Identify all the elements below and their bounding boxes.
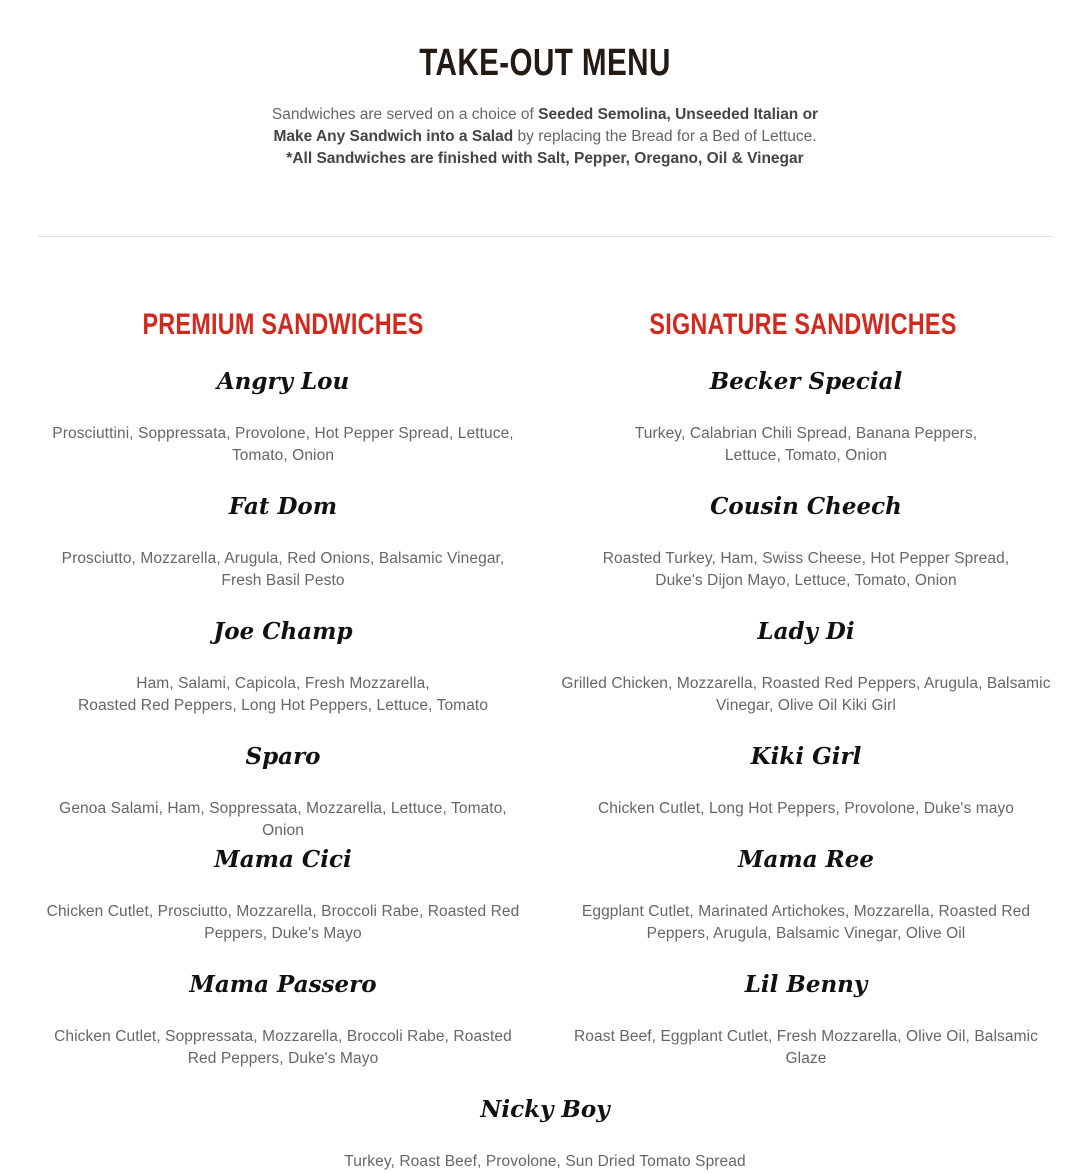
intro-line-3 xyxy=(0,148,1090,170)
item-name: Sparo xyxy=(245,743,321,770)
menu-item-lil-benny xyxy=(556,970,1056,1070)
item-name: Lil Benny xyxy=(744,971,868,998)
item-name: Mama Passero xyxy=(189,971,377,998)
item-description xyxy=(40,673,526,717)
item-description: Chicken Cutlet, Long Hot Peppers, Provolone, Duke's mayo xyxy=(597,800,1015,817)
menu-item-kiki-girl xyxy=(556,742,1056,820)
item-description-line: Duke's Dijon Mayo, Lettuce, Tomato, Onion xyxy=(655,572,957,589)
item-name: Mama Cici xyxy=(214,846,352,873)
item-description-line: Turkey, Calabrian Chili Spread, Banana Peppers, xyxy=(634,425,978,442)
menu-item-mama-cici xyxy=(40,845,526,945)
item-description-line: Lettuce, Tomato, Onion xyxy=(724,447,888,464)
signature-sandwiches-heading: SIGNATURE SANDWICHES xyxy=(649,308,957,341)
menu-item-angry-lou xyxy=(40,367,526,467)
item-description-line: Roasted Turkey, Ham, Swiss Cheese, Hot Pepper Spread, xyxy=(602,550,1010,567)
intro-text: Sandwiches are served on a choice of xyxy=(271,106,539,123)
menu-item-cousin-cheech xyxy=(556,492,1056,592)
item-description: Prosciuttini, Soppressata, Provolone, Hot Pepper Spread, Lettuce, Tomato, Onion xyxy=(52,425,514,464)
page-title: TAKE-OUT MENU xyxy=(419,42,671,84)
intro-line-1 xyxy=(0,104,1090,126)
bread-choices: Seeded Semolina, Unseeded Italian or xyxy=(538,106,819,123)
item-description: Chicken Cutlet, Prosciutto, Mozzarella, Broccoli Rabe, Roasted Red Peppers, Duke's Mayo xyxy=(46,903,520,942)
menu-item-lady-di xyxy=(556,617,1056,717)
finishing-note: *All Sandwiches are finished with Salt, Pepper, Oregano, Oil & Vinegar xyxy=(286,150,804,167)
item-description: Chicken Cutlet, Soppressata, Mozzarella, Broccoli Rabe, Roasted Red Peppers, Duke's Mayo xyxy=(54,1028,512,1067)
salad-option: Make Any Sandwich into a Salad xyxy=(273,128,514,145)
intro-text: by replacing the Bread for a Bed of Lettuce. xyxy=(513,128,817,145)
item-name: Lady Di xyxy=(757,618,855,645)
menu-item-fat-dom xyxy=(40,492,526,592)
item-description: Eggplant Cutlet, Marinated Artichokes, Mozzarella, Roasted Red Peppers, Arugula, Balsamic Vinegar, Olive Oil xyxy=(581,903,1031,942)
item-name: Fat Dom xyxy=(228,493,338,520)
intro-line-2 xyxy=(0,126,1090,148)
item-name: Mama Ree xyxy=(738,846,874,873)
item-name: Joe Champ xyxy=(213,618,353,645)
menu-intro xyxy=(0,104,1090,170)
menu-item-nicky-boy xyxy=(295,1095,795,1173)
item-description xyxy=(556,548,1056,592)
section-divider xyxy=(38,236,1051,237)
item-description xyxy=(556,423,1056,467)
item-description: Genoa Salami, Ham, Soppressata, Mozzarella, Lettuce, Tomato, Onion xyxy=(59,800,507,839)
item-name: Angry Lou xyxy=(216,368,350,395)
premium-sandwiches-heading: PREMIUM SANDWICHES xyxy=(142,308,424,341)
menu-item-becker-special xyxy=(556,367,1056,467)
item-name: Nicky Boy xyxy=(480,1096,610,1123)
menu-item-joe-champ xyxy=(40,617,526,717)
item-description: Prosciutto, Mozzarella, Arugula, Red Onions, Balsamic Vinegar, Fresh Basil Pesto xyxy=(61,550,505,589)
menu-item-sparo xyxy=(40,742,526,842)
menu-item-mama-passero xyxy=(40,970,526,1070)
item-description: Roast Beef, Eggplant Cutlet, Fresh Mozzarella, Olive Oil, Balsamic Glaze xyxy=(573,1028,1039,1067)
item-name: Cousin Cheech xyxy=(710,493,902,520)
item-description-line: Roasted Red Peppers, Long Hot Peppers, Lettuce, Tomato xyxy=(77,697,489,714)
item-description-line: Ham, Salami, Capicola, Fresh Mozzarella, xyxy=(136,675,430,692)
item-description: Grilled Chicken, Mozzarella, Roasted Red Peppers, Arugula, Balsamic Vinegar, Olive Oil Kiki Girl xyxy=(561,675,1051,714)
menu-item-mama-ree xyxy=(556,845,1056,945)
item-description: Turkey, Roast Beef, Provolone, Sun Dried Tomato Spread xyxy=(344,1153,746,1170)
item-name: Becker Special xyxy=(709,368,903,395)
item-name: Kiki Girl xyxy=(750,743,862,770)
